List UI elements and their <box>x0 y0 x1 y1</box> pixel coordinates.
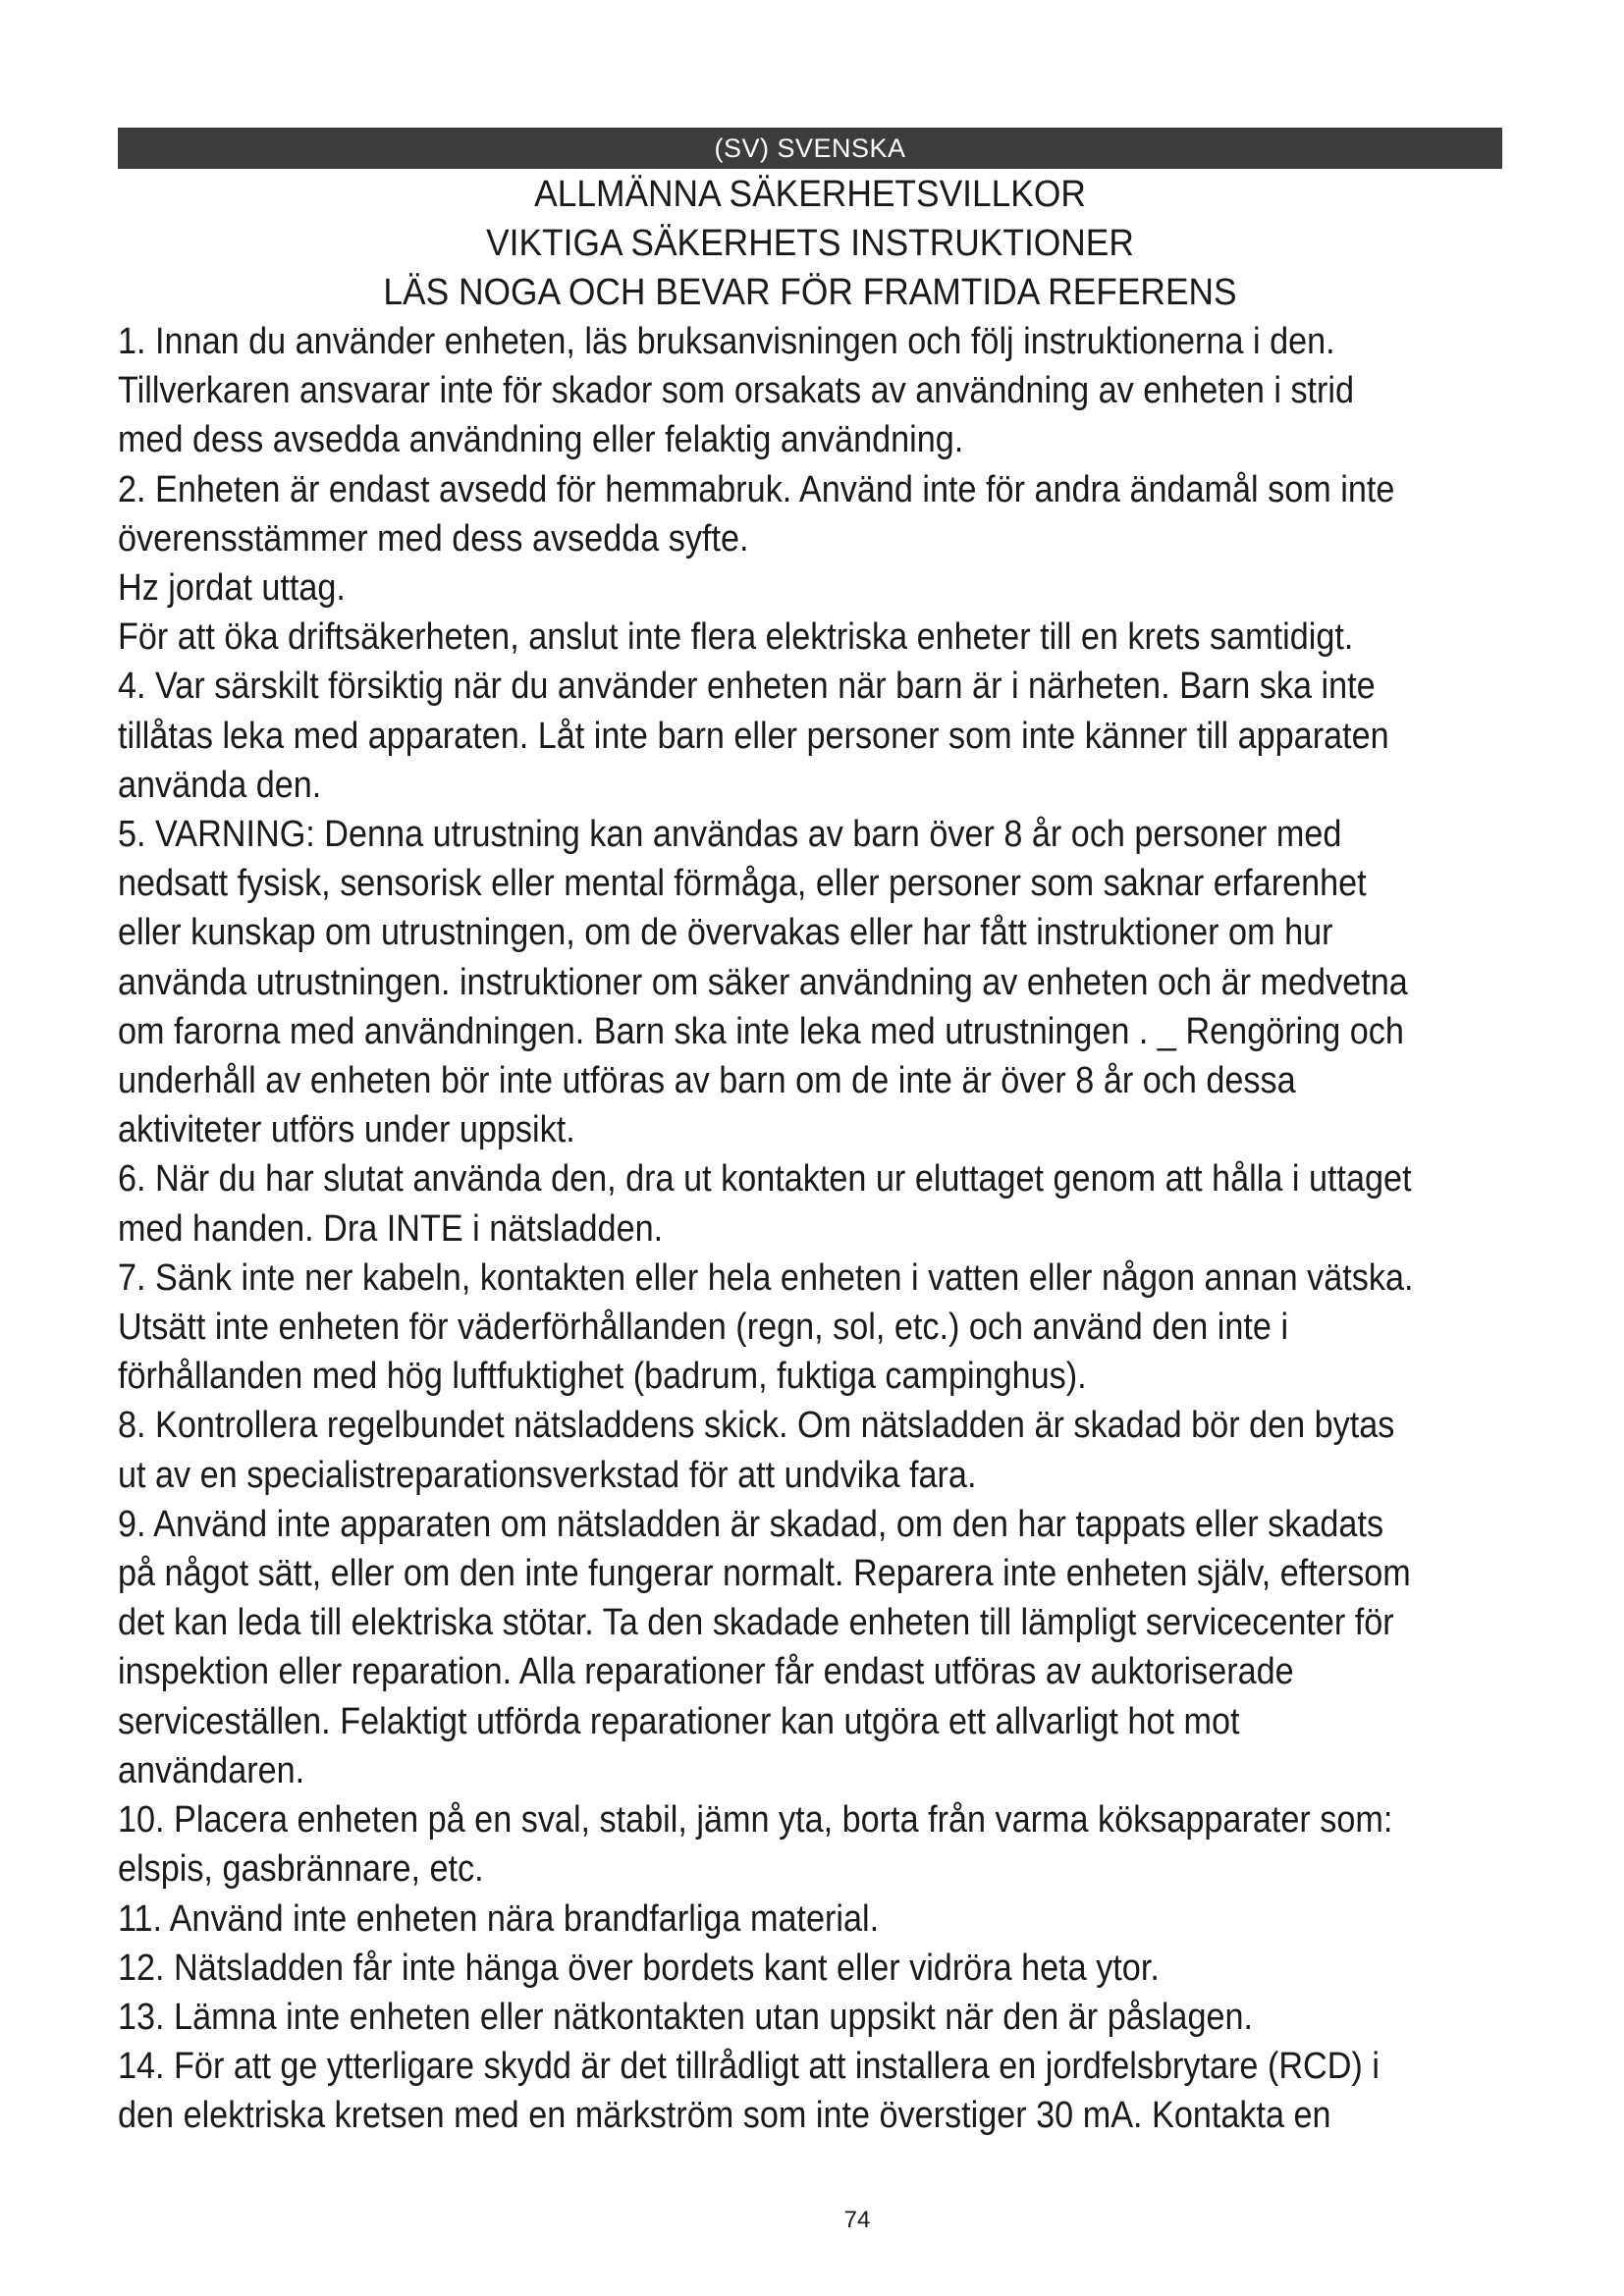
paragraph-10: 10. Placera enheten på en sval, stabil, jämn yta, borta från varma köksapparater som: elspis, gasbrännare, etc. <box>118 1799 1393 1891</box>
title-line-3: LÄS NOGA OCH BEVAR FÖR FRAMTIDA REFERENS <box>383 272 1237 313</box>
paragraph-14: 14. För att ge ytterligare skydd är det tillrådligt att installera en jordfelsbrytare (RCD) i den elektriska kretsen med en märkström som inte överstiger 30 mA. Kontakta en <box>118 2046 1380 2137</box>
instructions-body <box>118 317 1417 2141</box>
title-line-2: VIKTIGA SÄKERHETS INSTRUKTIONER <box>486 223 1134 264</box>
title-block <box>166 170 1453 317</box>
paragraph-13: 13. Lämna inte enheten eller nätkontakten utan uppsikt när den är påslagen. <box>118 1996 1254 2038</box>
language-header-bar: (SV) SVENSKA <box>118 128 1502 169</box>
paragraph-11: 11. Använd inte enheten nära brandfarliga material. <box>118 1897 880 1940</box>
paragraph-9: 9. Använd inte apparaten om nätsladden är skadad, om den har tappats eller skadats på något sätt, eller om den inte fungerar normalt. Reparera inte enheten själv, eftersom det kan leda till elektriska stötar. Ta den skadade enheten till lämpligt servicecenter för inspektion eller reparation. Alla reparationer får endast utföras av auktoriserade serviceställen. Felaktigt utförda reparationer kan utgöra ett allvarligt hot mot användaren. <box>118 1503 1411 1791</box>
page-number: 74 <box>843 2207 871 2233</box>
paragraph-6: 6. När du har slutat använda den, dra ut kontakten ur eluttaget genom att hålla i uttaget med handen. Dra INTE i nätsladden. <box>118 1158 1412 1250</box>
paragraph-1: 1. Innan du använder enheten, läs bruksanvisningen och följ instruktionerna i den. Tillverkaren ansvarar inte för skador som orsakats av användning av enheten i strid med dess avsedda användning eller felaktig användning. <box>118 321 1355 461</box>
paragraph-5-warning: 5. VARNING: Denna utrustning kan användas av barn över 8 år och personer med nedsatt fysisk, sensorisk eller mental förmåga, eller personer som saknar erfarenhet eller kunskap om utrustningen, om de övervakas eller har fått instruktioner om hur använda utrustningen. instruktioner om säker användning av enheten och är medvetna om farorna med användningen. Barn ska inte leka med utrustningen . _ Rengöring och underhåll av enheten bör inte utföras av barn om de inte är över 8 år och dessa aktiviteter utförs under uppsikt. <box>118 814 1408 1151</box>
paragraph-hz-grounded-outlet: Hz jordat uttag. <box>118 567 346 610</box>
title-line-1: ALLMÄNNA SÄKERHETSVILLKOR <box>534 174 1086 215</box>
paragraph-7: 7. Sänk inte ner kabeln, kontakten eller hela enheten i vatten eller någon annan vätska. Utsätt inte enheten för väderförhållanden (regn, sol, etc.) och använd den inte i förhållanden med hög luftfuktighet (badrum, fuktiga campinghus). <box>118 1256 1414 1398</box>
paragraph-8: 8. Kontrollera regelbundet nätsladdens skick. Om nätsladden är skadad bör den bytas ut av en specialistreparationsverkstad för att undvika fara. <box>118 1405 1395 1496</box>
paragraph-12: 12. Nätsladden får inte hänga över bordets kant eller vidröra heta ytor. <box>118 1947 1160 1989</box>
paragraph-circuit-safety: För att öka driftsäkerheten, anslut inte flera elektriska enheter till en krets samtidigt. <box>118 616 1354 659</box>
paragraph-2: 2. Enheten är endast avsedd för hemmabruk. Använd inte för andra ändamål som inte överensstämmer med dess avsedda syfte. <box>118 468 1395 560</box>
paragraph-4: 4. Var särskilt försiktig när du använder enheten när barn är i närheten. Barn ska inte tillåtas leka med apparaten. Låt inte barn eller personer som inte känner till apparaten använda den. <box>118 666 1389 806</box>
